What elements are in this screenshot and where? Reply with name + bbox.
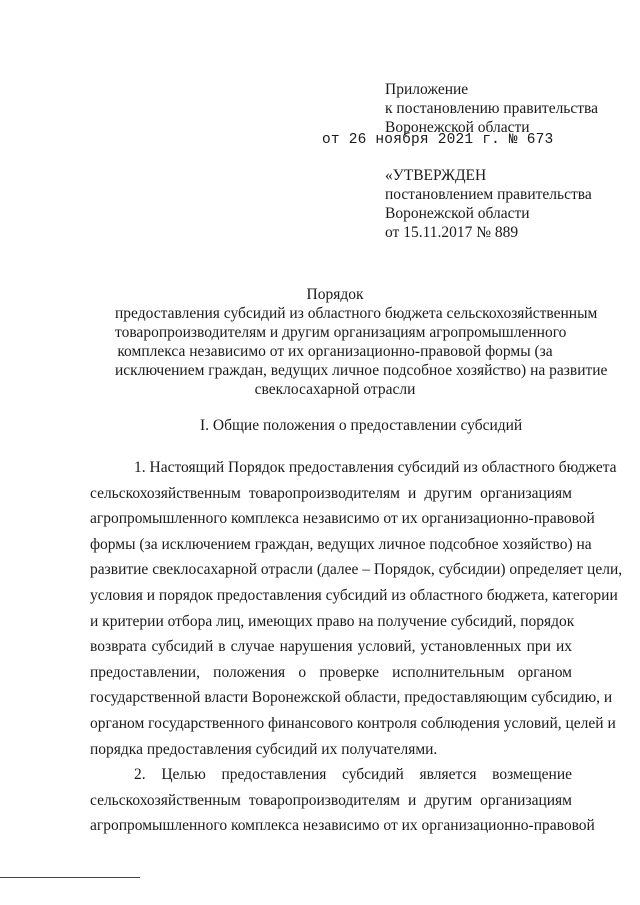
paragraph-line: органом государственного финансового контроля соблюдения условий, целей и (90, 714, 616, 732)
approved-line: постановлением правительства (385, 186, 592, 203)
paragraph-line: развитие свеклосахарной отрасли (далее – Порядок, субсидии) определяет цели, (90, 561, 623, 579)
paragraph-line: 1. Настоящий Порядок предоставления субсидий из областного бюджета (134, 459, 617, 476)
paragraph-line: сельскохозяйственным товаропроизводителям и другим организациям (90, 791, 572, 809)
section-heading: I. Общие положения о предоставлении субсидий (200, 417, 523, 434)
title-line: предоставления субсидий из областного бюджета сельскохозяйственным (115, 305, 598, 322)
title-line: свеклосахарной отрасли (254, 381, 416, 398)
paragraph-line: порядка предоставления субсидий их получателями. (90, 740, 438, 758)
paragraph-line: и критерии отбора лиц, имеющих право на получение субсидий, порядок (90, 612, 575, 630)
body-text (90, 455, 623, 839)
title-line: исключением граждан, ведущих личное подсобное хозяйство) на развитие (115, 362, 608, 379)
paragraph-line: формы (за исключением граждан, ведущих личное подсобное хозяйство) на (90, 535, 592, 553)
approved-line: от 15.11.2017 № 889 (385, 224, 519, 241)
appendix-line: к постановлению правительства (385, 100, 599, 117)
approved-line: Воронежской области (385, 205, 530, 222)
appendix-line: Воронежской области (385, 119, 530, 136)
appendix-block (385, 80, 598, 137)
footer-divider (0, 877, 140, 878)
paragraph-line: агропромышленного комплекса независимо от их организационно-правовой (90, 817, 595, 835)
approved-block (385, 166, 592, 242)
paragraph-line: сельскохозяйственным товаропроизводителям и другим организациям (90, 484, 572, 502)
appendix-date: от 26 ноября 2021 г. № 673 (322, 132, 554, 148)
title-line: комплекса независимо от их организационно-правовой формы (за (117, 343, 553, 360)
appendix-line: Приложение (385, 81, 469, 98)
paragraph-line: условия и порядок предоставления субсидий из областного бюджета, категории (90, 586, 618, 604)
paragraph-line: возврата субсидий в случае нарушения условий, установленных при их (90, 638, 572, 656)
paragraph-line: агропромышленного комплекса независимо от их организационно-правовой (90, 510, 595, 528)
approved-line: «УТВЕРЖДЕН (385, 167, 487, 184)
paragraph-line: предоставлении, положения о проверке исполнительным органом (90, 663, 572, 681)
document-title (115, 285, 608, 399)
paragraph-line: государственной власти Воронежской области, предоставляющим субсидию, и (90, 689, 613, 707)
title-line: товаропроизводителям и другим организациям агропромышленного (115, 324, 567, 341)
paragraph-line: 2. Целью предоставления субсидий является возмещение (134, 766, 572, 784)
title-line: Порядок (306, 286, 364, 303)
